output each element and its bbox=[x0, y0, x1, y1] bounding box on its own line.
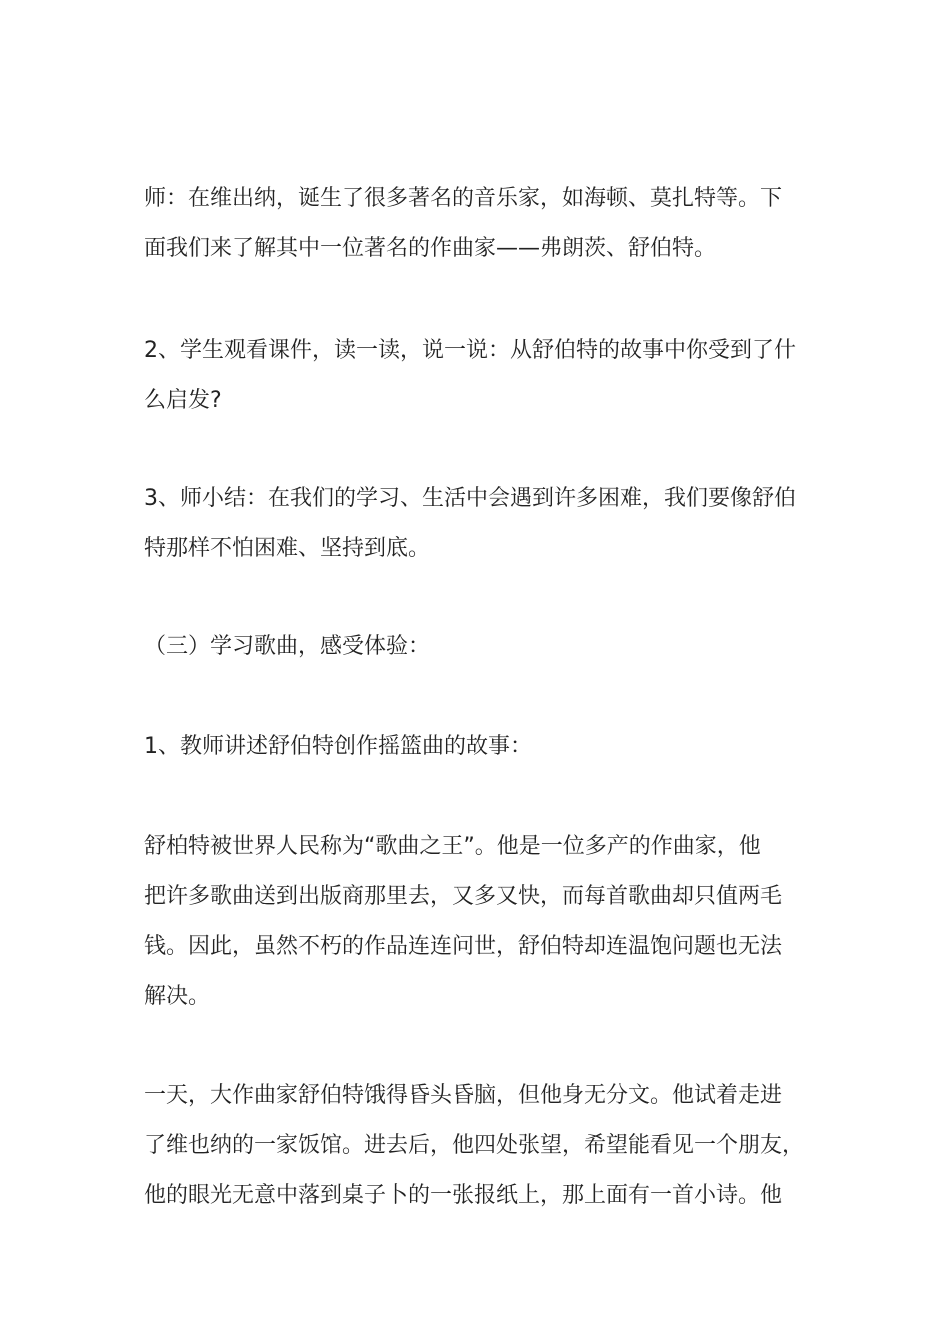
text-line: 3、师小结：在我们的学习、生活中会遇到许多困难，我们要像舒伯 bbox=[144, 486, 796, 511]
text-line: 师：在维出纳，诞生了很多著名的音乐家，如海顿、莫扎特等。下 bbox=[144, 186, 783, 211]
text-line: 特那样不怕困难、坚持到底。 bbox=[144, 536, 431, 561]
paragraph-teacher-intro bbox=[144, 174, 814, 274]
text-line: 1、教师讲述舒伯特创作摇篮曲的故事： bbox=[144, 734, 532, 759]
text-line: 他的眼光无意中落到桌子卜的一张报纸上，那上面有一首小诗。他 bbox=[144, 1183, 783, 1208]
paragraph-story-2 bbox=[144, 1071, 814, 1221]
text-line: 钱。因此，虽然不朽的作品连连问世，舒伯特却连温饱问题也无法 bbox=[144, 934, 783, 959]
text-line: 面我们来了解其中一位著名的作曲家——弗朗茨、舒伯特。 bbox=[144, 236, 717, 261]
text-line: 舒柏特被世界人民称为“歌曲之王”。他是一位多产的作曲家，他 bbox=[144, 834, 761, 859]
text-line: 一天，大作曲家舒伯特饿得昏头昏脑，但他身无分文。他试着走进 bbox=[144, 1083, 783, 1108]
text-line: 了维也纳的一家饭馆。进去后，他四处张望，希望能看见一个朋友， bbox=[144, 1133, 805, 1158]
paragraph-step-3 bbox=[144, 474, 814, 574]
text-line: 把许多歌曲送到出版商那里去，又多又快，而每首歌曲却只值两毛 bbox=[144, 884, 783, 909]
text-line: 么启发? bbox=[144, 388, 222, 413]
paragraph-step-1 bbox=[144, 722, 814, 772]
text-line: 解决。 bbox=[144, 984, 211, 1009]
text-line: 2、学生观看课件，读一读，说一说：从舒伯特的故事中你受到了什 bbox=[144, 338, 796, 363]
text-line: （三）学习歌曲，感受体验： bbox=[144, 634, 431, 659]
section-heading-3 bbox=[144, 622, 814, 672]
paragraph-story-1 bbox=[144, 822, 814, 1022]
paragraph-step-2 bbox=[144, 326, 814, 426]
